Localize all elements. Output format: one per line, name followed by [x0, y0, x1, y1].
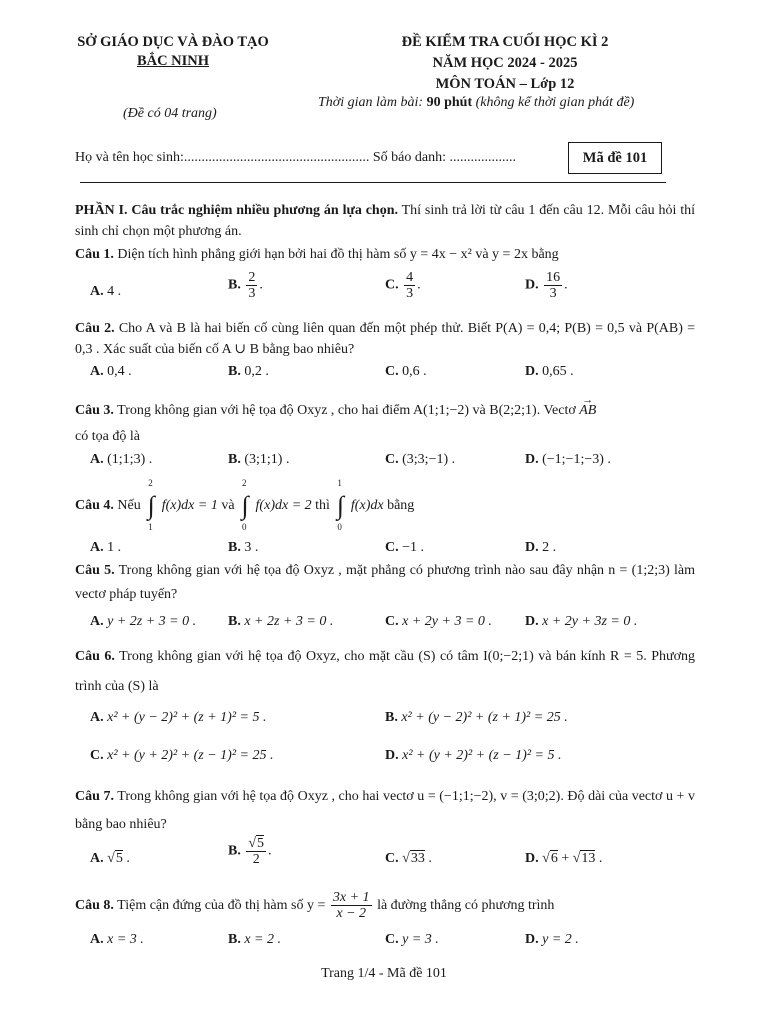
student-name-label: Họ và tên học sinh:	[75, 150, 184, 165]
upper-bound: 2	[148, 478, 153, 488]
q8-option-d[interactable]	[525, 932, 579, 948]
time-value: 90 phút	[426, 95, 473, 110]
option-text: x + 2y + 3 = 0 .	[402, 614, 492, 629]
radicand: 6	[550, 851, 558, 866]
option-label: D.	[525, 614, 539, 629]
fraction	[404, 270, 415, 301]
q3-option-c[interactable]	[385, 452, 455, 468]
option-label: A.	[90, 364, 104, 379]
numerator: 3x + 1	[332, 890, 370, 906]
option-label: A.	[90, 284, 104, 299]
q5-label: Câu 5.	[75, 563, 115, 578]
option-text: x = 3 .	[107, 932, 144, 947]
q5-option-b[interactable]	[228, 614, 333, 630]
option-text: 4 .	[107, 284, 122, 299]
lower-bound: 1	[148, 522, 153, 532]
question-7	[75, 783, 695, 839]
part1-instruction: Thí sinh trả lời từ câu 1 đến câu 12. Mỗi câu hỏi thí sinh chỉ chọn một phương án.	[75, 203, 695, 239]
numerator: 16	[546, 270, 561, 285]
option-text: x² + (y + 2)² + (z − 1)² = 5 .	[402, 748, 562, 763]
option-text: 0,4 .	[107, 364, 132, 379]
divider-line	[80, 182, 666, 183]
q1-option-b[interactable]: B. $\frac{2}{3}$ .	[228, 270, 263, 301]
q8-option-b[interactable]	[228, 932, 281, 948]
school-year: NĂM HỌC 2024 - 2025	[432, 55, 578, 71]
q8-option-a[interactable]	[90, 932, 144, 948]
question-2	[75, 318, 695, 360]
time-line	[318, 95, 634, 111]
option-label: C.	[385, 614, 399, 629]
exam-code-box: Mã đề 101	[568, 142, 662, 174]
option-text: x² + (y − 2)² + (z + 1)² = 5 .	[107, 710, 267, 725]
q4-integral-3: f(x)dx	[347, 498, 384, 514]
option-label: D.	[385, 748, 399, 763]
question-5	[75, 559, 695, 607]
option-label: A.	[90, 710, 104, 725]
option-text: 0,6 .	[402, 364, 427, 379]
fraction	[331, 890, 372, 921]
denominator: 3	[248, 286, 256, 301]
option-text: x² + (y − 2)² + (z + 1)² = 25 .	[401, 710, 568, 725]
upper-bound: 1	[337, 478, 342, 488]
option-text: (3;1;1) .	[244, 452, 290, 467]
q7-option-c[interactable]: C. √33 .	[385, 851, 432, 866]
q4-option-b[interactable]	[228, 540, 258, 556]
q3-text: Trong không gian với hệ tọa độ Oxyz , cho hai điểm A(1;1;−2) và B(2;2;1). Vectơ	[113, 403, 580, 418]
radicand: 5	[115, 851, 123, 866]
fraction	[246, 836, 266, 867]
option-label: B.	[228, 452, 241, 467]
denominator: x − 2	[336, 906, 367, 922]
q2-label: Câu 2.	[75, 321, 115, 336]
option-text: x + 2z + 3 = 0 .	[244, 614, 334, 629]
option-label: B.	[228, 540, 241, 555]
student-id-label: Số báo danh:	[372, 150, 450, 165]
q1-option-c[interactable]: C. $\frac{4}{3}$ .	[385, 270, 421, 301]
option-label: C.	[385, 277, 399, 293]
pages-note: (Đề có 04 trang)	[123, 106, 217, 121]
option-label: D.	[525, 932, 539, 947]
question-3	[75, 398, 695, 450]
q3-option-b[interactable]	[228, 452, 289, 468]
q1-option-d[interactable]: D. $\frac{16}{3}$ .	[525, 270, 568, 301]
option-label: D.	[525, 277, 539, 293]
q4-if: Nếu	[113, 498, 145, 514]
q7-option-b[interactable]: B. $\frac{√5}{2}$ .	[228, 836, 272, 867]
radicand: 13	[581, 851, 596, 866]
q2-option-b[interactable]	[228, 364, 269, 380]
q6-option-c[interactable]	[90, 748, 273, 764]
option-text: 1 .	[107, 540, 122, 555]
option-label: B.	[228, 843, 241, 859]
option-label: A.	[90, 932, 104, 947]
option-label: D.	[525, 452, 539, 467]
q8-text1: Tiệm cận đứng của đồ thị hàm số y =	[113, 898, 326, 913]
q2-option-d[interactable]	[525, 364, 574, 380]
question-1	[75, 244, 695, 265]
denominator: 2	[252, 852, 260, 867]
time-prefix: Thời gian làm bài:	[318, 95, 427, 110]
option-text: x + 2y + 3z = 0 .	[542, 614, 638, 629]
option-text: 2 .	[542, 540, 557, 555]
q8-text2: là đường thẳng có phương trình	[373, 898, 555, 913]
q6-label: Câu 6.	[75, 649, 115, 664]
option-text: (3;3;−1) .	[402, 452, 456, 467]
q3-vector: → AB	[579, 398, 596, 424]
option-text: (1;1;3) .	[107, 452, 153, 467]
q7-option-d[interactable]: D. √6 + √13 .	[525, 851, 603, 866]
q1-label: Câu 1.	[75, 247, 114, 262]
option-label: B.	[228, 277, 241, 293]
q4-option-d[interactable]	[525, 540, 556, 556]
option-label: D.	[525, 540, 539, 555]
upper-bound: 2	[242, 478, 247, 488]
q5-option-c[interactable]	[385, 614, 492, 630]
exam-title: ĐỀ KIỂM TRA CUỐI HỌC KÌ 2	[401, 34, 609, 50]
q7-option-a[interactable]: A. √5 .	[90, 851, 130, 866]
option-label: D.	[525, 851, 539, 866]
option-label: B.	[228, 614, 241, 629]
numerator: 2	[248, 270, 256, 285]
q4-integral-1: f(x)dx = 1	[158, 498, 218, 514]
question-8	[75, 888, 554, 924]
integral-icon: ∫ 1 0	[336, 478, 344, 532]
question-4	[75, 478, 415, 532]
option-label: B.	[228, 364, 241, 379]
option-label: C.	[385, 851, 399, 866]
q3-text2: có tọa độ là	[75, 429, 140, 444]
option-label: D.	[525, 364, 539, 379]
q3-label: Câu 3.	[75, 403, 114, 418]
option-text: y + 2z + 3 = 0 .	[107, 614, 197, 629]
option-text: 0,65 .	[542, 364, 574, 379]
radicand: 33	[410, 851, 425, 866]
q4-label: Câu 4.	[75, 498, 114, 514]
time-suffix: (không kể thời gian phát đề)	[472, 95, 635, 110]
option-text: 0,2 .	[244, 364, 269, 379]
q2-option-c[interactable]	[385, 364, 427, 380]
q8-label: Câu 8.	[75, 898, 114, 913]
option-label: B.	[385, 710, 398, 725]
fraction	[246, 270, 257, 301]
q4-and: và	[217, 498, 239, 514]
q4-option-a[interactable]	[90, 540, 121, 556]
option-text: 3 .	[244, 540, 259, 555]
option-label: C.	[385, 540, 399, 555]
question-6	[75, 642, 695, 702]
q6-option-a[interactable]	[90, 710, 266, 726]
subject-line: MÔN TOÁN – Lớp 12	[435, 76, 575, 92]
part1-title: PHẦN I. Câu trắc nghiệm nhiều phương án lựa chọn.	[75, 203, 398, 218]
denominator: 3	[406, 286, 414, 301]
q6-option-b[interactable]	[385, 710, 568, 726]
lower-bound: 0	[337, 522, 342, 532]
radicand: 5	[257, 836, 265, 851]
q3-option-d[interactable]	[525, 452, 611, 468]
q1-text: Diện tích hình phẳng giới hạn bởi hai đồ thị hàm số y = 4x − x² và y = 2x bằng	[113, 247, 559, 262]
student-name-dots: .....................................................	[183, 150, 370, 165]
q4-integral-2: f(x)dx = 2	[252, 498, 312, 514]
department-name: SỞ GIÁO DỤC VÀ ĐÀO TẠO	[77, 34, 269, 50]
integral-icon: ∫ 2 0	[241, 478, 249, 532]
q7-label: Câu 7.	[75, 789, 114, 804]
q6-option-d[interactable]	[385, 748, 561, 764]
lower-bound: 0	[242, 522, 247, 532]
denominator: 3	[549, 286, 557, 301]
q3-option-a[interactable]	[90, 452, 152, 468]
q2-option-a[interactable]	[90, 364, 132, 380]
option-label: A.	[90, 851, 104, 866]
q5-option-d[interactable]	[525, 614, 637, 630]
q8-option-c[interactable]	[385, 932, 439, 948]
part1-heading	[75, 200, 695, 242]
option-label: C.	[385, 932, 399, 947]
option-text: x = 2 .	[244, 932, 282, 947]
q1-option-a[interactable]	[90, 284, 121, 300]
option-label: C.	[90, 748, 104, 763]
q2-text: Cho A và B là hai biến cố cùng liên quan đến một phép thử. Biết P(A) = 0,4; P(B) = 0,5 và P(AB) = 0,3 . Xác suất của biến cố A ∪ B bằng bao nhiêu?	[75, 321, 695, 357]
q6-text: Trong không gian với hệ tọa độ Oxyz, cho mặt cầu (S) có tâm I(0;−2;1) và bán kính R = 5. Phương trình của (S) là	[75, 649, 695, 694]
q7-text: Trong không gian với hệ tọa độ Oxyz , cho hai vectơ u = (−1;1;−2), v = (3;0;2). Độ dài của vectơ u + v bằng bao nhiêu?	[75, 789, 696, 832]
option-text: (−1;−1;−3) .	[542, 452, 611, 467]
option-label: A.	[90, 452, 104, 467]
option-label: B.	[228, 932, 241, 947]
student-info	[75, 150, 516, 166]
option-label: A.	[90, 540, 104, 555]
q4-option-c[interactable]	[385, 540, 424, 556]
integral-icon: ∫ 2 1	[147, 478, 155, 532]
q4-then: thì	[311, 498, 334, 514]
province-name: BẮC NINH	[136, 53, 210, 69]
option-text: −1 .	[402, 540, 425, 555]
option-label: A.	[90, 614, 104, 629]
option-label: C.	[385, 452, 399, 467]
q5-option-a[interactable]	[90, 614, 196, 630]
numerator: √5	[248, 836, 265, 851]
q5-text: Trong không gian với hệ tọa độ Oxyz , mặt phẳng có phương trình nào sau đây nhận n = (1;2;3) làm vectơ pháp tuyến?	[75, 563, 695, 602]
option-text: y = 3 .	[402, 932, 439, 947]
option-text: x² + (y + 2)² + (z − 1)² = 25 .	[107, 748, 274, 763]
option-text: y = 2 .	[542, 932, 579, 947]
q4-end: bằng	[383, 498, 415, 514]
fraction	[544, 270, 562, 301]
numerator: 4	[406, 270, 414, 285]
student-id-dots: ...................	[449, 150, 516, 165]
option-label: C.	[385, 364, 399, 379]
page-footer: Trang 1/4 - Mã đề 101	[321, 966, 447, 981]
